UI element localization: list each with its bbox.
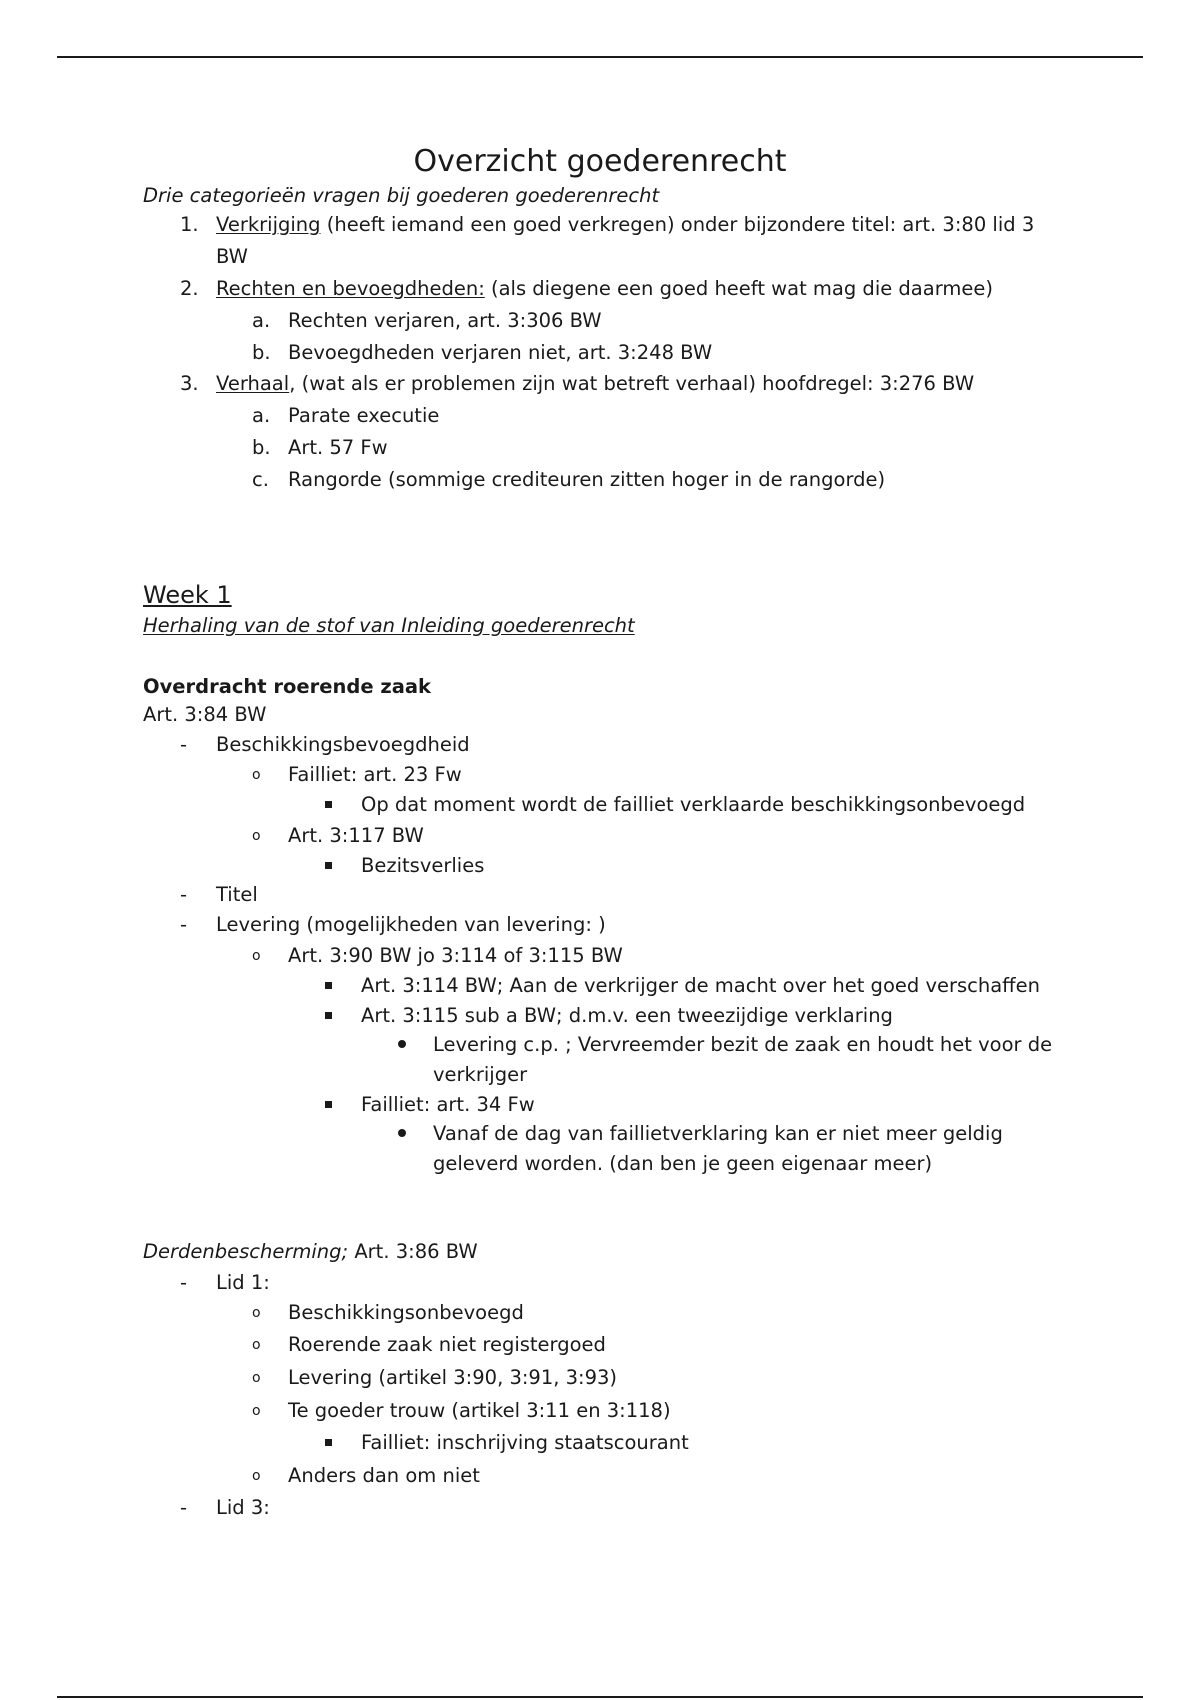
list-letter: b. <box>252 436 271 459</box>
list-item: Anders dan om niet <box>288 1464 480 1487</box>
dash-bullet: - <box>180 1496 188 1519</box>
square-bullet <box>325 1101 332 1108</box>
section-article: Art. 3:84 BW <box>143 703 267 726</box>
square-bullet <box>325 982 332 989</box>
list-item: Vanaf de dag van faillietverklaring kan er niet meer geldig <box>433 1122 1003 1145</box>
circle-bullet: o <box>252 1370 261 1386</box>
square-bullet <box>325 801 332 808</box>
list-subitem: Art. 57 Fw <box>288 436 388 459</box>
list-item: Roerende zaak niet registergoed <box>288 1333 606 1356</box>
list-item: Art. 3:117 BW <box>288 824 424 847</box>
list-item: Failliet: art. 23 Fw <box>288 763 462 786</box>
list-subitem: Bevoegdheden verjaren niet, art. 3:248 BW <box>288 341 713 364</box>
section-heading: Overdracht roerende zaak <box>143 675 431 698</box>
subtitle: Drie categorieën vragen bij goederen goederenrecht <box>143 184 660 207</box>
list-item: Op dat moment wordt de failliet verklaarde beschikkingsonbevoegd <box>361 793 1026 816</box>
list-item-continuation: BW <box>216 245 248 268</box>
header-rule <box>57 56 1143 58</box>
list-letter: a. <box>252 309 271 332</box>
list-item: Beschikkingsonbevoegd <box>288 1301 524 1324</box>
list-number: 1. <box>180 213 199 236</box>
dash-bullet: - <box>180 733 188 756</box>
list-item: Failliet: art. 34 Fw <box>361 1093 535 1116</box>
list-item: Levering (mogelijkheden van levering: ) <box>216 913 606 936</box>
list-letter: a. <box>252 404 271 427</box>
square-bullet <box>325 1439 332 1446</box>
list-item: Verkrijging (heeft iemand een goed verkregen) onder bijzondere titel: art. 3:80 lid 3 <box>216 213 1035 236</box>
list-number: 2. <box>180 277 199 300</box>
list-letter: b. <box>252 341 271 364</box>
list-subitem: Rechten verjaren, art. 3:306 BW <box>288 309 602 332</box>
list-item-continuation: verkrijger <box>433 1063 528 1086</box>
square-bullet <box>325 1012 332 1019</box>
list-letter: c. <box>252 468 269 491</box>
section-heading: Derdenbescherming; Art. 3:86 BW <box>143 1240 478 1263</box>
list-item: Titel <box>216 883 258 906</box>
footer-rule <box>57 1696 1143 1698</box>
list-item: Beschikkingsbevoegdheid <box>216 733 470 756</box>
dash-bullet: - <box>180 883 188 906</box>
list-item: Art. 3:114 BW; Aan de verkrijger de macht over het goed verschaffen <box>361 974 1040 997</box>
list-subitem: Rangorde (sommige crediteuren zitten hoger in de rangorde) <box>288 468 886 491</box>
list-item: Lid 1: <box>216 1271 270 1294</box>
square-bullet <box>325 862 332 869</box>
circle-bullet: o <box>252 828 261 844</box>
dash-bullet: - <box>180 1271 188 1294</box>
list-item: Levering c.p. ; Vervreemder bezit de zaak en houdt het voor de <box>433 1033 1053 1056</box>
list-item: Art. 3:90 BW jo 3:114 of 3:115 BW <box>288 944 623 967</box>
dash-bullet: - <box>180 913 188 936</box>
list-item: Art. 3:115 sub a BW; d.m.v. een tweezijdige verklaring <box>361 1004 893 1027</box>
circle-bullet: o <box>252 1468 261 1484</box>
list-item: Te goeder trouw (artikel 3:11 en 3:118) <box>288 1399 671 1422</box>
week-subheading: Herhaling van de stof van Inleiding goederenrecht <box>143 614 635 637</box>
list-number: 3. <box>180 372 199 395</box>
list-item-continuation: geleverd worden. (dan ben je geen eigenaar meer) <box>433 1152 933 1175</box>
circle-bullet: o <box>252 1403 261 1419</box>
circle-bullet: o <box>252 948 261 964</box>
list-item: Levering (artikel 3:90, 3:91, 3:93) <box>288 1366 618 1389</box>
circle-bullet: o <box>252 1337 261 1353</box>
page-title: Overzicht goederenrecht <box>413 144 787 179</box>
week-heading: Week 1 <box>143 581 232 609</box>
list-subitem: Parate executie <box>288 404 440 427</box>
list-item: Bezitsverlies <box>361 854 485 877</box>
round-bullet <box>398 1129 406 1137</box>
list-item: Rechten en bevoegdheden: (als diegene een goed heeft wat mag die daarmee) <box>216 277 993 300</box>
circle-bullet: o <box>252 767 261 783</box>
round-bullet <box>398 1040 406 1048</box>
list-item: Failliet: inschrijving staatscourant <box>361 1431 689 1454</box>
circle-bullet: o <box>252 1305 261 1321</box>
list-item: Lid 3: <box>216 1496 270 1519</box>
list-item: Verhaal, (wat als er problemen zijn wat betreft verhaal) hoofdregel: 3:276 BW <box>216 372 975 395</box>
